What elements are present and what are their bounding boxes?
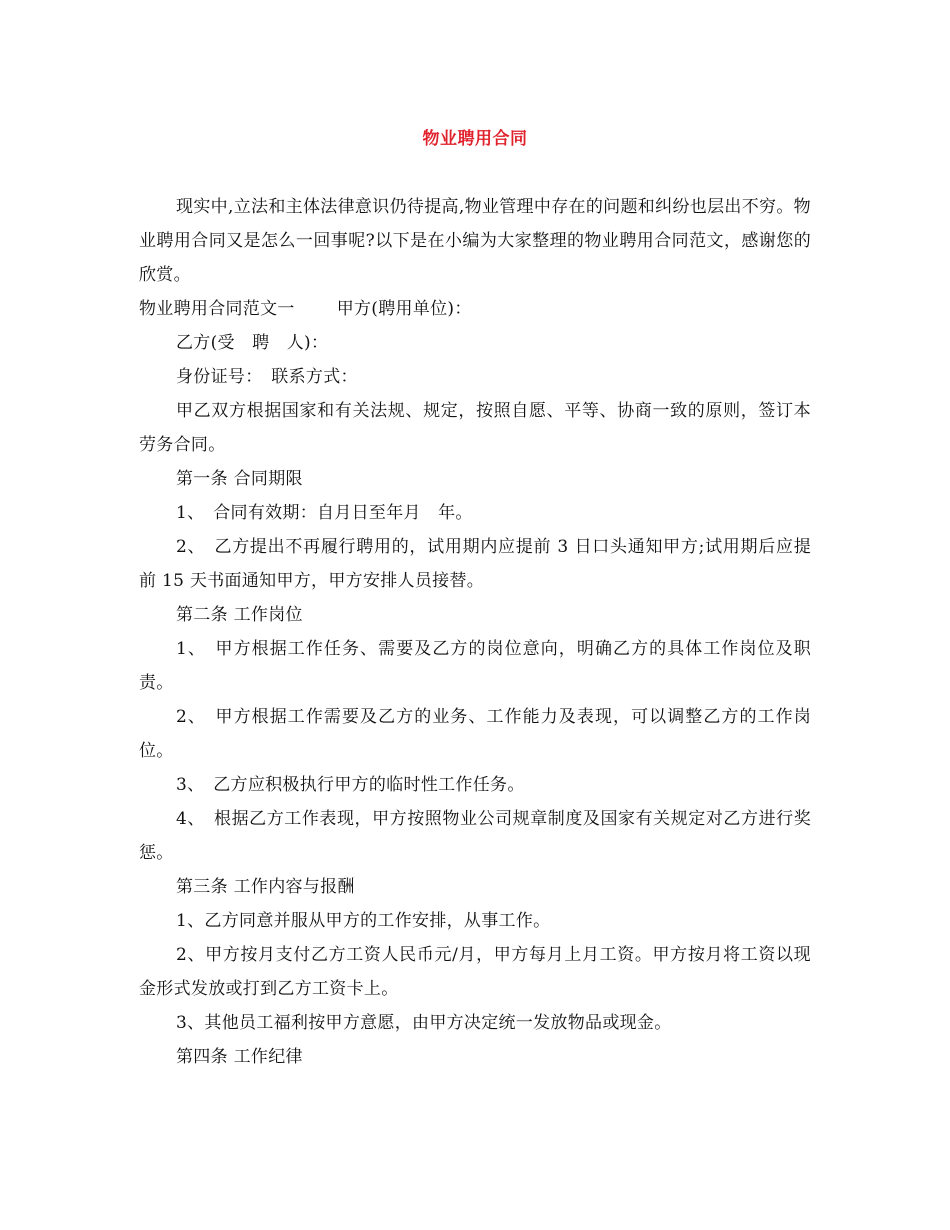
document-title: 物业聘用合同: [422, 129, 528, 149]
article-item: 4、 根据乙方工作表现，甲方按照物业公司规章制度及国家有关规定对乙方进行奖惩。: [139, 809, 811, 863]
article-item: 3、其他员工福利按甲方意愿，由甲方决定统一发放物品或现金。: [176, 1013, 672, 1033]
article-item: 3、 乙方应积极执行甲方的临时性工作任务。: [176, 775, 525, 795]
article-item: 2、甲方按月支付乙方工资人民币元/月，甲方每月上月工资。甲方按月将工资以现金形式发放或打到乙方工资卡上。: [139, 945, 811, 999]
article-item: 1、乙方同意并服从甲方的工作安排，从事工作。: [176, 911, 551, 931]
article-heading: 第四条 工作纪律: [176, 1047, 303, 1067]
article-item: 2、 甲方根据工作需要及乙方的业务、工作能力及表现，可以调整乙方的工作岗位。: [139, 707, 811, 761]
intro-paragraph: 现实中,立法和主体法律意识仍待提高,物业管理中存在的问题和纠纷也层出不穷。物业聘用合同又是怎么一回事呢?以下是在小编为大家整理的物业聘用合同范文，感谢您的欣赏。: [139, 197, 811, 285]
party-a-line: 甲方(聘用单位)：: [336, 299, 472, 319]
article-item: 1、 甲方根据工作任务、需要及乙方的岗位意向，明确乙方的具体工作岗位及职责。: [139, 639, 811, 693]
preamble-paragraph: 甲乙双方根据国家和有关法规、规定，按照自愿、平等、协商一致的原则，签订本劳务合同。: [139, 401, 811, 455]
sample-heading: 物业聘用合同范文一: [139, 299, 295, 319]
article-heading: 第三条 工作内容与报酬: [176, 877, 355, 897]
document-body: [139, 190, 811, 1074]
article-item: 1、 合同有效期：自月日至年月 年。: [176, 503, 473, 523]
party-b-line: 乙方(受 聘 人)：: [176, 333, 329, 353]
id-contact-line: 身份证号： 联系方式：: [176, 367, 358, 387]
article-item: 2、 乙方提出不再履行聘用的，试用期内应提前 3 日口头通知甲方;试用期后应提前 15 天书面通知甲方，甲方安排人员接替。: [139, 537, 811, 591]
article-heading: 第一条 合同期限: [176, 469, 303, 489]
article-heading: 第二条 工作岗位: [176, 605, 303, 625]
sample-heading-line: [139, 292, 811, 326]
